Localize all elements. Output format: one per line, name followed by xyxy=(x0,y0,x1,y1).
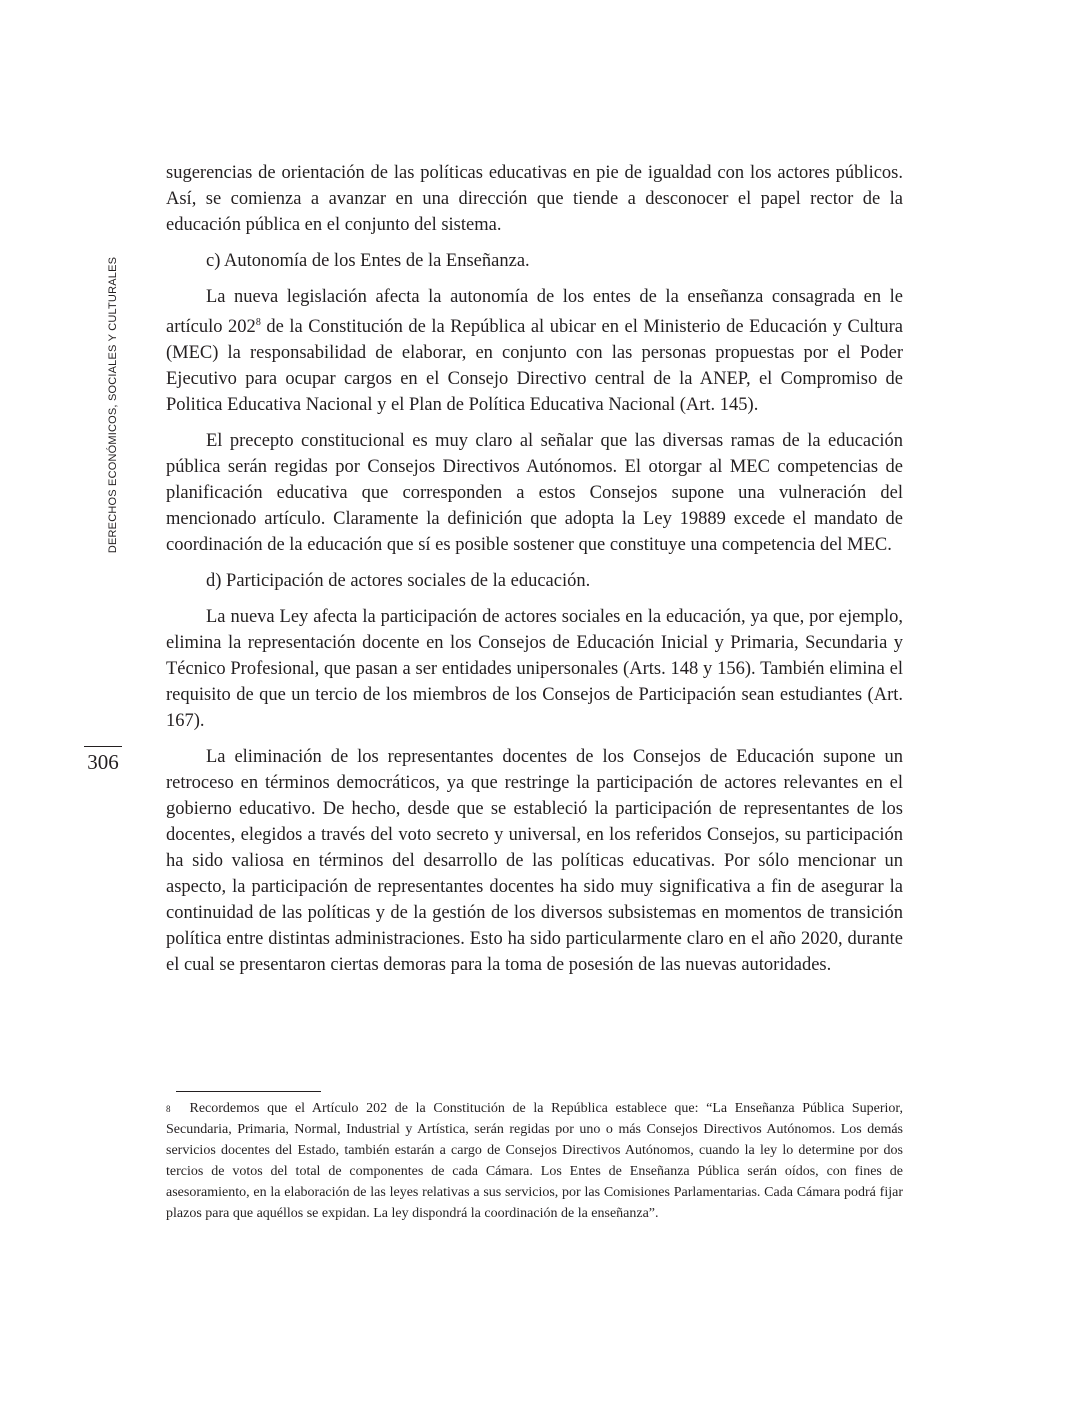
paragraph-continuation: sugerencias de orientación de las políticas educativas en pie de igualdad con los actores públicos. Así, se comienza a avanzar en una dirección que tiende a desconocer el papel rector de la educación pública en el conjunto del sistema. xyxy=(166,163,903,235)
footnote-rule xyxy=(176,1091,321,1092)
page-number: 306 xyxy=(87,750,119,774)
page-number-rule xyxy=(84,746,122,747)
paragraph-autonomy-start: La nueva legislación afecta la autonomía de los entes de la enseñanza consagrada en le artículo 202 xyxy=(166,287,903,338)
footnote xyxy=(166,1098,903,1224)
paragraph-autonomy xyxy=(166,284,903,418)
paragraph-teacher-representatives: La eliminación de los representantes docentes de los Consejos de Educación supone un retroceso en términos democráticos, ya que restringe la participación de actores relevantes en el gobierno educativo. De hecho, desde que se estableció la participación de representantes de los docentes, elegidos a través del voto secreto y universal, en los referidos Consejos, su participación ha sido valiosa en términos del desarrollo de las políticas educativas. Por sólo mencionar un aspecto, la participación de representantes docentes ha sido muy significativa a fin de asegurar la continuidad de las políticas y de la gestión de los diversos subsistemas en momentos de transición política entre distintas administraciones. Esto ha sido particularmente claro en el año 2020, durante el cual se presentaron ciertas demoras para la toma de posesión de las nuevas autoridades. xyxy=(166,747,903,976)
paragraph-autonomy-end: de la Constitución de la República al ubicar en el Ministerio de Educación y Cultura (MEC) la responsabilidad de elaborar, en conjunto con las personas propuestas por el Poder Ejecutivo para ocupar cargos en el Consejo Directivo central de la ANEP, el Compromiso de Politica Educativa Nacional y el Plan de Política Educativa Nacional (Art. 145). xyxy=(166,317,903,416)
body-text xyxy=(166,160,903,978)
footnote-reference: 8 xyxy=(255,317,261,328)
footnote-text: Recordemos que el Artículo 202 de la Constitución de la República establece que: “La Enseñanza Pública Superior, Secundaria, Primaria, Normal, Industrial y Artística, serán regidas por uno o más Consejos Directivos Autónomos. Los demás servicios docentes del Estado, también estarán a cargo de Consejos Directivos Autónomos, cuando la ley lo determine por dos tercios de votos del total de componentes de cada Cámara. Los Entes de Enseñanza Pública serán oídos, con fines de asesoramiento, en la elaboración de las leyes relativas a sus servicios, por las Comisiones Parlamentarias. Cada Cámara podrá fijar plazos para que aquéllos se expidan. La ley dispondrá la coordinación de la enseñanza”. xyxy=(166,1101,903,1221)
running-header-text: DERECHOS ECONÓMICOS, SOCIALES Y CULTURALES xyxy=(107,256,119,554)
section-heading-c: c) Autonomía de los Entes de la Enseñanza. xyxy=(206,251,530,271)
paragraph-constitutional-precept: El precepto constitucional es muy claro al señalar que las diversas ramas de la educación pública serán regidas por Consejos Directivos Autónomos. El otorgar al MEC competencias de planificación educativa que corresponden a estos Consejos supone una vulneración del mencionado artículo. Claramente la definición que adopta la Ley 19889 excede el mandato de coordinación de la educación que sí es posible sostener que constituye una competencia del MEC. xyxy=(166,431,903,556)
paragraph-participation: La nueva Ley afecta la participación de actores sociales en la educación, ya que, por ejemplo, elimina la representación docente en los Consejos de Educación Inicial y Primaria, Secundaria y Técnico Profesional, que pasan a ser entidades unipersonales (Arts. 148 y 156). También elimina el requisito de que un tercio de los miembros de los Consejos de Participación sean estudiantes (Art. 167). xyxy=(166,607,903,732)
running-header xyxy=(91,246,135,564)
section-heading-d: d) Participación de actores sociales de la educación. xyxy=(206,571,591,592)
footnote-marker: 8 xyxy=(166,1104,171,1114)
